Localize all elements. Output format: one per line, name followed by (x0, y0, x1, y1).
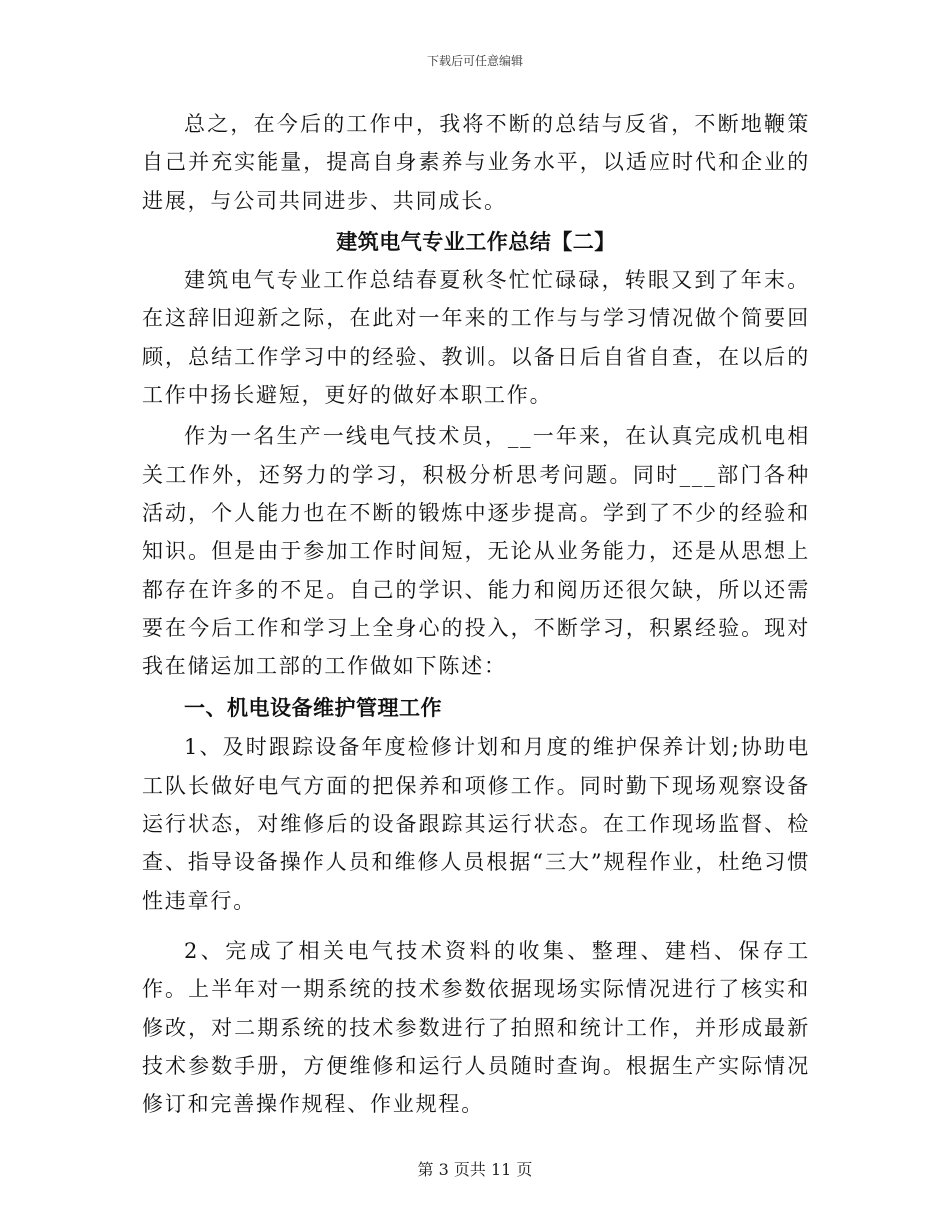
subheading-1: 一、机电设备维护管理工作 (184, 696, 442, 721)
spacer (142, 920, 810, 932)
page-number: 第 3 页共 11 页 (417, 1160, 533, 1179)
document-body (142, 105, 810, 1123)
page-header: 下载后可任意编辑 (426, 54, 523, 68)
paragraph-2: 作为一名生产一线电气技术员，__一年来，在认真完成机电相关工作外，还努力的学习，积极分析思考问题。同时___部门各种活动，个人能力也在不断的锻炼中逐步提高。学到了不少的经验和知识。但是由于参加工作时间短，无论从业务能力，还是从思想上都存在许多的不足。自己的学识、能力和阅历还很欠缺，所以还需要在今后工作和学习上全身心的投入，不断学习，积累经验。现对我在储运加工部的工作做如下陈述： (142, 424, 810, 679)
list-item-1: 1、及时跟踪设备年度检修计划和月度的维护保养计划;协助电工队长做好电气方面的把保养和项修工作。同时勤下现场观察设备运行状态，对维修后的设备跟踪其运行状态。在工作现场监督、检查、指导设备操作人员和维修人员根据“三大”规程作业，杜绝习惯性违章行。 (142, 735, 810, 913)
list-item-2: 2、完成了相关电气技术资料的收集、整理、建档、保存工作。上半年对一期系统的技术参数依据现场实际情况进行了核实和修改，对二期系统的技术参数进行了拍照和统计工作，并形成最新技术参数手册，方便维修和运行人员随时查询。根据生产实际情况修订和完善操作规程、作业规程。 (142, 938, 810, 1117)
paragraph-intro: 总之，在今后的工作中，我将不断的总结与反省，不断地鞭策自己并充实能量，提高自身素养与业务水平，以适应时代和企业的进展，与公司共同进步、共同成长。 (142, 112, 810, 213)
paragraph-1: 建筑电气专业工作总结春夏秋冬忙忙碌碌，转眼又到了年末。在这辞旧迎新之际，在此对一年来的工作与与学习情况做个简要回顾，总结工作学习中的经验、教训。以备日后自省自查，在以后的工作中扬长避短，更好的做好本职工作。 (142, 268, 810, 408)
section-title: 建筑电气专业工作总结【二】 (336, 229, 616, 254)
